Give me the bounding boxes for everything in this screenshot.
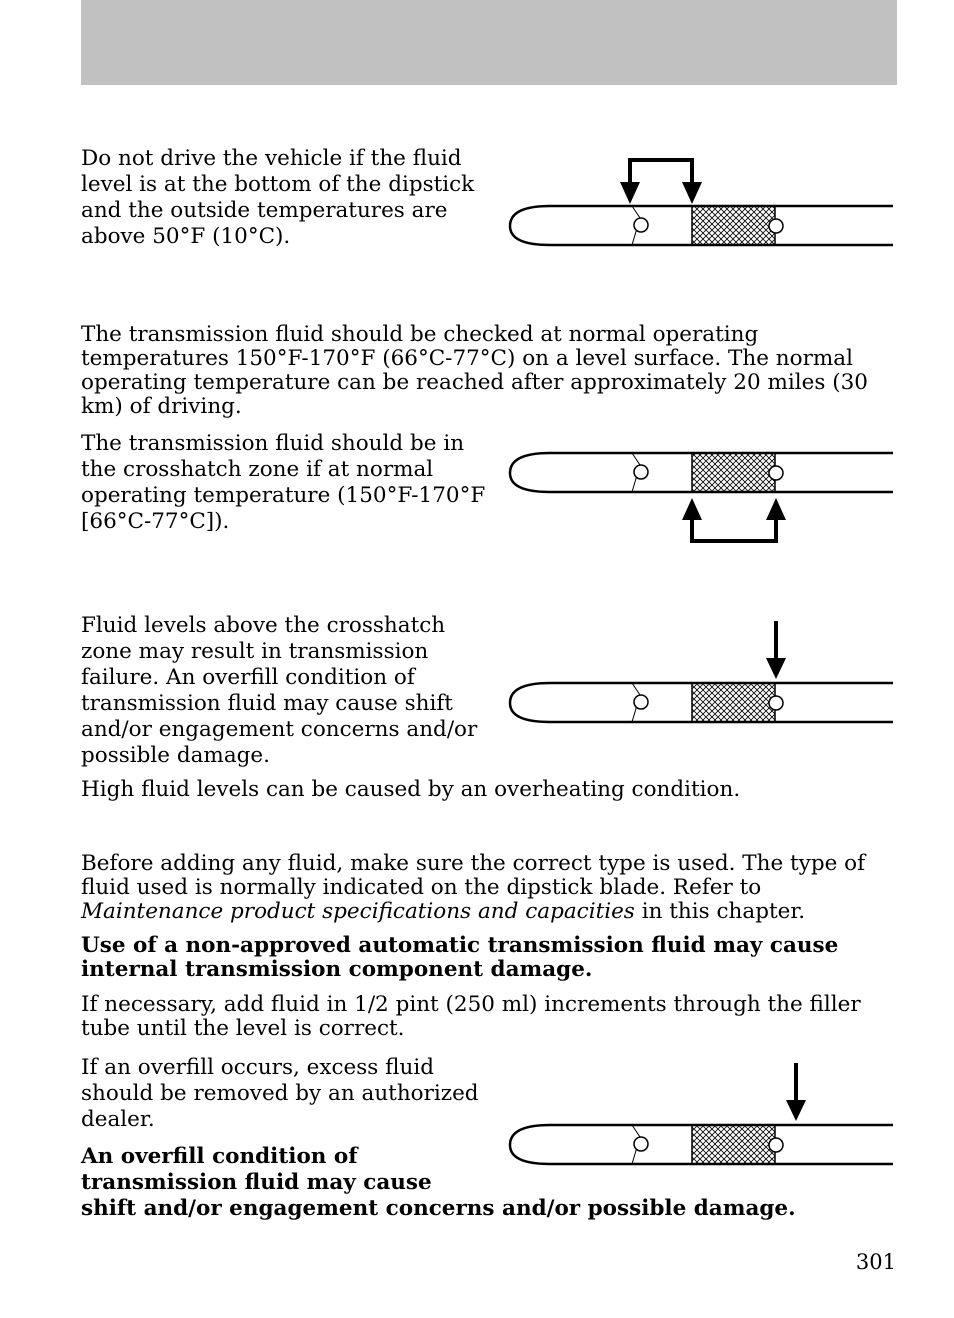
- warning-non-approved-fluid: Use of a non-approved automatic transmission fluid may cause internal transmission component damage.: [81, 933, 839, 982]
- dipstick-normal-range-illustration: [505, 440, 897, 550]
- header-bar: [81, 0, 897, 85]
- paragraph-add-fluid-increments: If necessary, add fluid in 1/2 pint (250 ml) increments through the filler tube until the level is correct.: [81, 992, 861, 1041]
- paragraph-text: Before adding any fluid, make sure the correct type is used. The type of fluid used is normally indicated on the dipstick blade. Refer to: [81, 851, 866, 900]
- warning-overfill: [81, 1144, 897, 1222]
- page-number: 301: [855, 1250, 896, 1274]
- paragraph-crosshatch-zone: The transmission fluid should be in the crosshatch zone if at normal operating temperature (150°F-170°F [66°C-77°C]).: [81, 431, 486, 534]
- paragraph-text: in this chapter.: [634, 899, 806, 924]
- warning-overfill-line: shift and/or engagement concerns and/or possible damage.: [81, 1196, 796, 1221]
- dipstick-overfill-illustration: [505, 618, 897, 728]
- dipstick-low-level-illustration: [505, 155, 897, 250]
- paragraph-above-crosshatch: Fluid levels above the crosshatch zone may result in transmission failure. An overfill condition of transmission fluid may cause shift and/or engagement concerns and/or possible damage.: [81, 613, 478, 768]
- paragraph-check-temperature: The transmission fluid should be checked at normal operating temperatures 150°F-170°F (66°C-77°C) on a level surface. The normal operating temperature can be reached after approximately 20 miles (30 km) of driving.: [81, 322, 868, 419]
- paragraph-correct-fluid-type: [81, 852, 897, 924]
- warning-overfill-line: An overfill condition of: [81, 1144, 358, 1169]
- paragraph-overheating: High fluid levels can be caused by an overheating condition.: [81, 777, 741, 802]
- warning-overfill-line: transmission fluid may cause: [81, 1170, 432, 1195]
- maintenance-specs-reference: Maintenance product specifications and capacities: [81, 899, 635, 924]
- paragraph-overfill-dealer: If an overfill occurs, excess fluid should be removed by an authorized dealer.: [81, 1055, 479, 1132]
- paragraph-dipstick-bottom-warning: Do not drive the vehicle if the fluid level is at the bottom of the dipstick and the outside temperatures are above 50°F (10°C).: [81, 146, 475, 249]
